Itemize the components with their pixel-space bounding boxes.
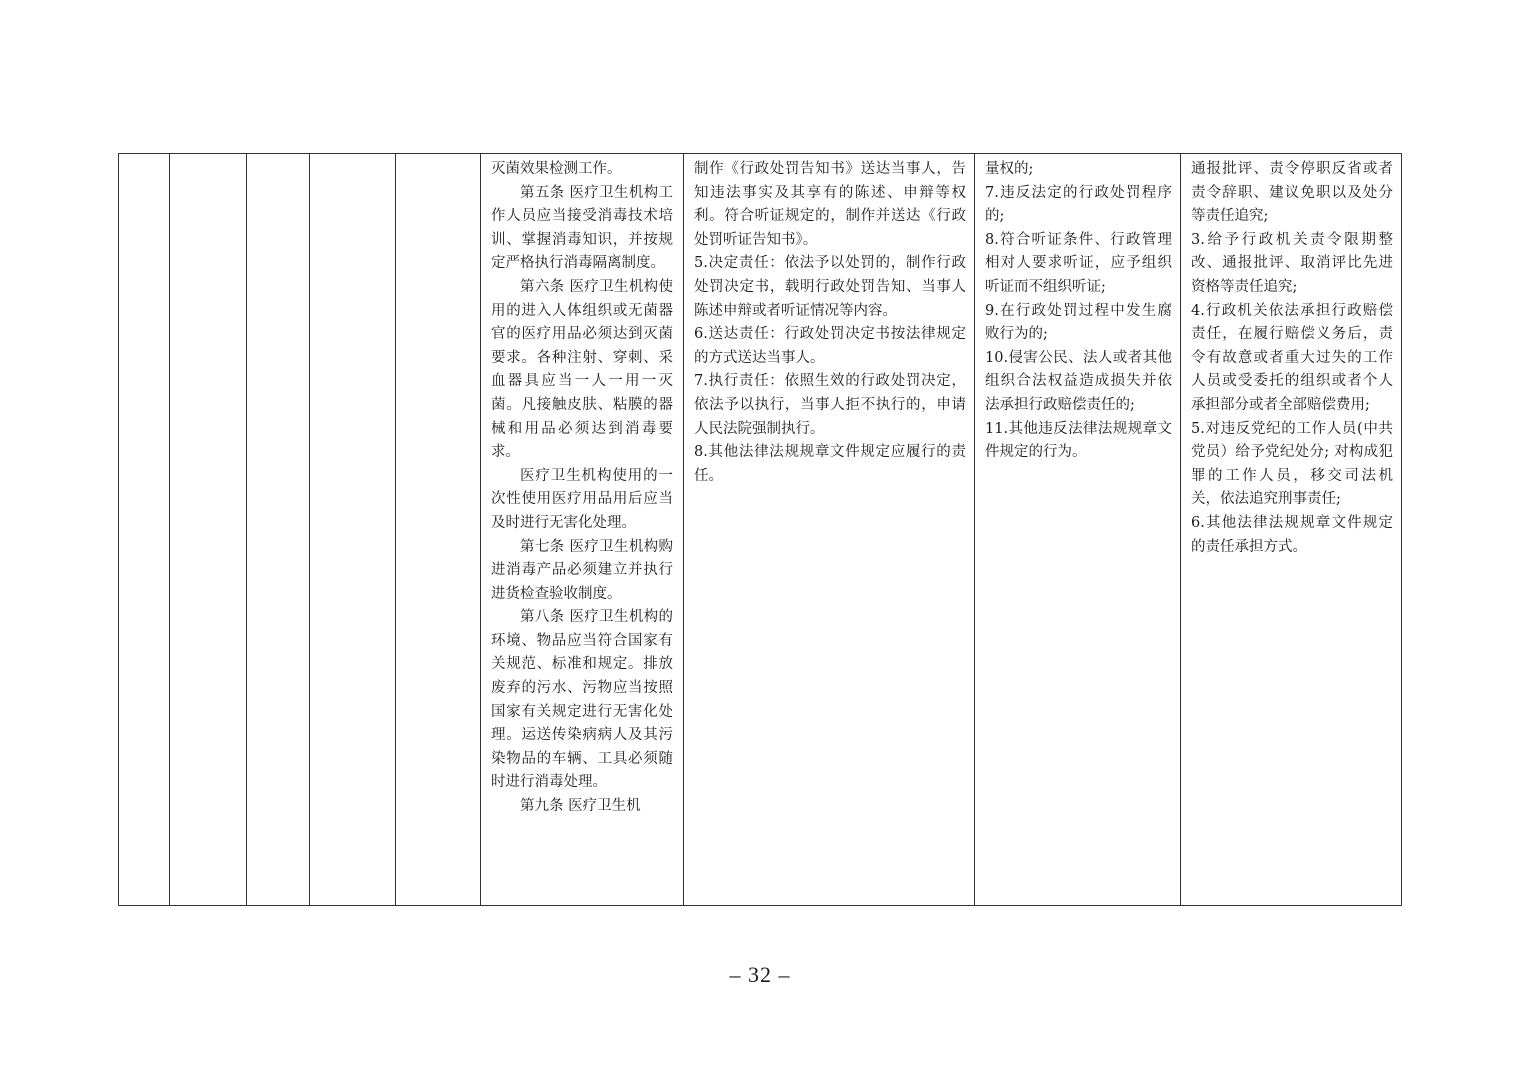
- accountability-case-item: 量权的;: [985, 161, 1034, 177]
- accountability-case-item: 9.在行政处罚过程中发生腐败行为的;: [985, 302, 1172, 343]
- basis-paragraph: 第七条 医疗卫生机构购进消毒产品必须建立并执行进货检查验收制度。: [491, 538, 673, 602]
- basis-paragraph: 第六条 医疗卫生机构使用的进入人体组织或无菌器官的医疗用品必须达到灭菌要求。各种注射、穿刺、采血器具应当一人一用一灭菌。凡接触皮肤、粘膜的器械和用品必须达到消毒要求。: [491, 278, 673, 461]
- duty-table: [118, 153, 1402, 906]
- page-number: – 32 –: [729, 962, 791, 987]
- legal-basis-cell: [481, 154, 684, 906]
- accountability-case-item: 10.侵害公民、法人或者其他组织合法权益造成损失并依法承担行政赔偿责任的;: [985, 349, 1172, 413]
- legal-basis-text: [481, 154, 683, 819]
- cell-empty-3: [247, 154, 310, 906]
- responsibility-text: [684, 154, 974, 488]
- cell-empty-5: [396, 154, 481, 906]
- accountability-cases-cell: [975, 154, 1181, 906]
- basis-paragraph: 第五条 医疗卫生机构工作人员应当接受消毒技术培训、掌握消毒知识，并按规定严格执行消毒隔离制度。: [491, 184, 673, 272]
- accountability-methods-cell: [1181, 154, 1402, 906]
- responsibility-item: 6.送达责任：行政处罚决定书按法律规定的方式送达当事人。: [694, 326, 966, 366]
- responsibility-item: 制作《行政处罚告知书》送达当事人，告知违法事实及其享有的陈述、申辩等权利。符合听证规定的，制作并送达《行政处罚听证告知书》。: [694, 161, 966, 248]
- basis-paragraph: 灭菌效果检测工作。: [491, 161, 622, 177]
- cell-empty-2: [170, 154, 247, 906]
- accountability-cases-text: [975, 154, 1180, 465]
- accountability-method-item: 3.给予行政机关责令限期整改、通报批评、取消评比先进资格等责任追究;: [1191, 231, 1393, 295]
- accountability-methods-text: [1181, 154, 1401, 559]
- accountability-method-item: 4.行政机关依法承担行政赔偿责任，在履行赔偿义务后，责令有故意或者重大过失的工作人员或受委托的组织或者个人承担部分或者全部赔偿费用;: [1191, 302, 1393, 413]
- accountability-method-item: 5.对违反党纪的工作人员(中共党员）给予党纪处分; 对构成犯罪的工作人员，移交司法机关，依法追究刑事责任;: [1191, 420, 1393, 508]
- accountability-case-item: 8.符合听证条件、行政管理相对人要求听证，应予组织听证而不组织听证;: [985, 231, 1172, 295]
- accountability-method-item: 通报批评、责令停职反省或者责令辞职、建议免职以及处分等责任追究;: [1191, 161, 1393, 225]
- basis-paragraph: 第八条 医疗卫生机构的环境、物品应当符合国家有关规范、标准和规定。排放废弃的污水、污物应当按照国家有关规定进行无害化处理。运送传染病病人及其污染物品的车辆、工具必须随时进行消毒处理。: [491, 609, 673, 791]
- accountability-method-item: 6.其他法律法规规章文件规定的责任承担方式。: [1191, 514, 1393, 555]
- responsibility-item: 5.决定责任：依法予以处罚的，制作行政处罚决定书，载明行政处罚告知、当事人陈述申辩或者听证情况等内容。: [694, 255, 966, 319]
- cell-empty-1: [119, 154, 170, 906]
- accountability-case-item: 7.违反法定的行政处罚程序的;: [985, 184, 1172, 225]
- cell-empty-4: [310, 154, 396, 906]
- accountability-case-item: 11.其他违反法律法规规章文件规定的行为。: [985, 420, 1172, 461]
- basis-paragraph: 医疗卫生机构使用的一次性使用医疗用品用后应当及时进行无害化处理。: [491, 467, 673, 531]
- responsibility-item: 8.其他法律法规规章文件规定应履行的责任。: [694, 444, 966, 484]
- responsibility-item: 7.执行责任：依照生效的行政处罚决定，依法予以执行，当事人拒不执行的，申请人民法院强制执行。: [694, 373, 966, 437]
- table-row: [119, 154, 1402, 906]
- responsibility-cell: [684, 154, 975, 906]
- basis-paragraph: 第九条 医疗卫生机: [520, 798, 641, 815]
